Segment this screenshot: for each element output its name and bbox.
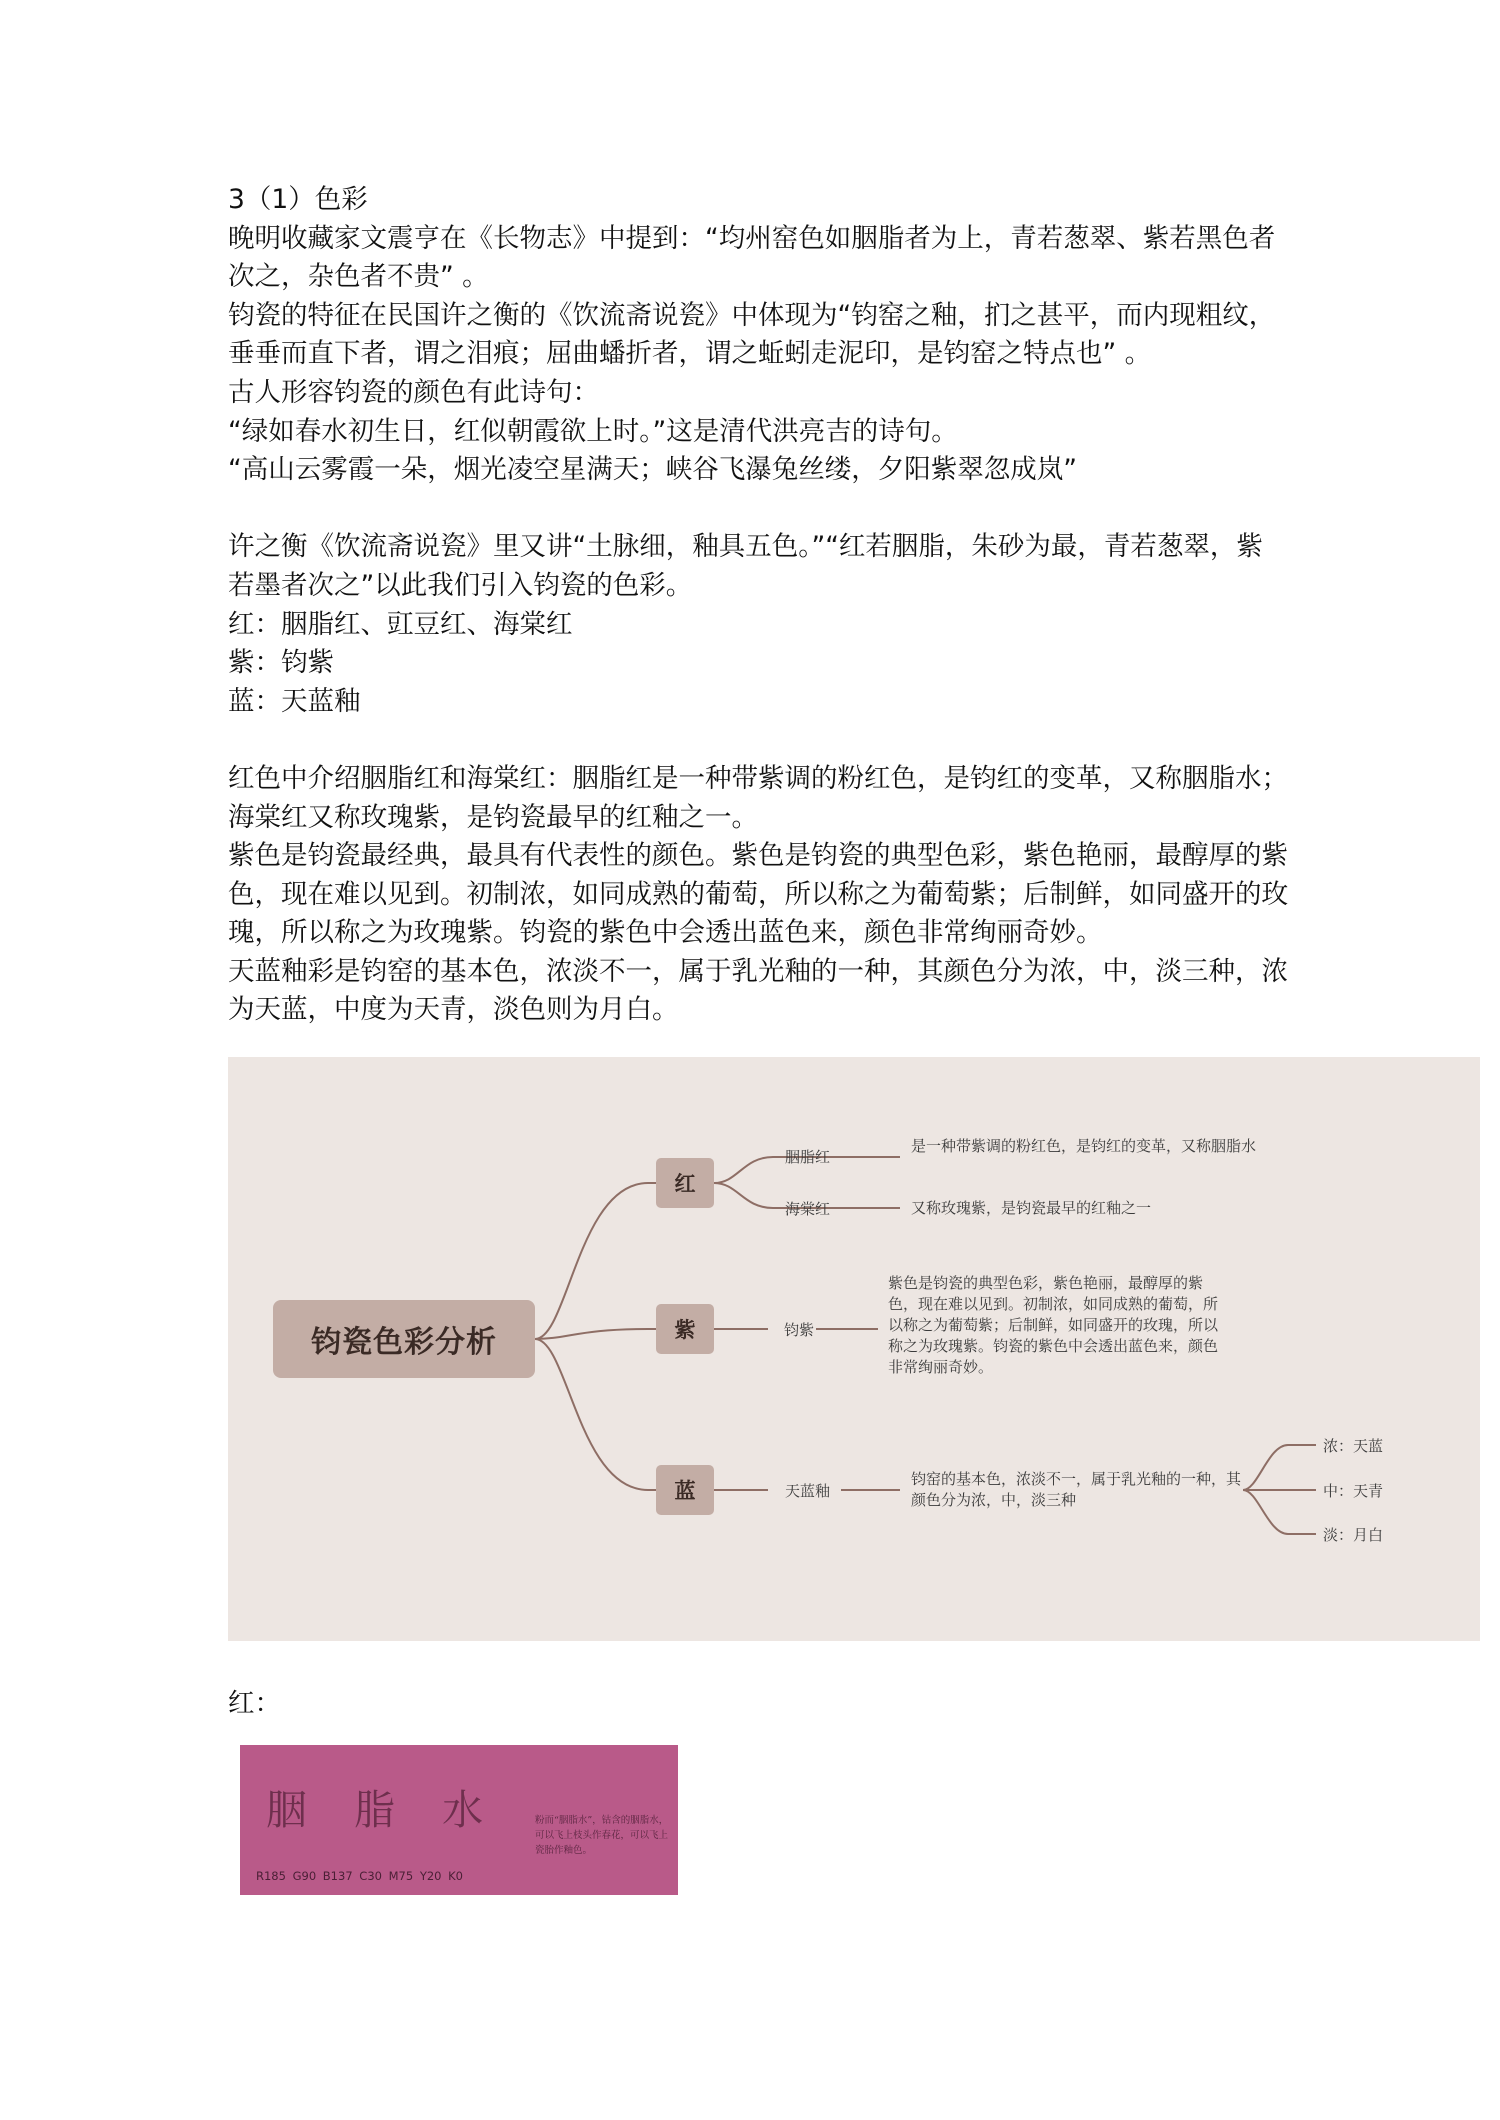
swatch-note: 粉而“胭脂水”，钴含的胭脂水，可以飞上枝头作春花，可以飞上瓷胎作釉色。: [535, 1815, 669, 1856]
color-list-red: 红：胭脂红、豇豆红、海棠红: [228, 608, 573, 640]
blank-line: [228, 721, 1288, 760]
paragraph: “高山云雾霞一朵，烟光凌空星满天；峡谷飞瀑兔丝缕，夕阳紫翠忽成岚”: [228, 454, 1077, 486]
category-red: 红: [656, 1158, 714, 1208]
connector-blue-shade1: [1243, 1445, 1316, 1490]
red-item-begonia-desc: 又称玫瑰紫，是钧瓷最早的红釉之一: [911, 1199, 1152, 1217]
color-swatch-card: [240, 1745, 678, 1895]
red-item-rouge: 胭脂红: [785, 1148, 831, 1166]
paragraph: 钧瓷的特征在民国许之衡的《饮流斋说瓷》中体现为“钧窑之釉，扪之甚平，而内现粗纹，垂垂而直下者，谓之泪痕；屈曲蟠折者，谓之蚯蚓走泥印，是钧窑之特点也” 。: [228, 299, 1276, 370]
paragraph: 红色中介绍胭脂红和海棠红：胭脂红是一种带紫调的粉红色，是钧红的变革，又称胭脂水；海棠红又称玫瑰紫，是钧瓷最早的红釉之一。: [228, 762, 1288, 833]
red-item-begonia: 海棠红: [785, 1200, 831, 1218]
purple-item-junzi-desc: 紫色是钧瓷的典型色彩，紫色艳丽，最醇厚的紫色，现在难以见到。初制浓，如同成熟的葡萄，所以称之为葡萄紫；后制鲜，如同盛开的玫瑰，所以称之为玫瑰紫。钧瓷的紫色中会透出蓝色来，颜色非常绚丽奇妙。: [888, 1274, 1219, 1376]
color-list-blue: 蓝：天蓝釉: [228, 685, 361, 717]
swatch-color-values: R185 G90 B137 C30 M75 Y20 K0: [256, 1869, 463, 1883]
mind-map: [228, 1057, 1480, 1641]
paragraph: 许之衡《饮流斋说瓷》里又讲“土脉细，釉具五色。”“红若胭脂，朱砂为最，青若葱翠，紫若墨者次之”以此我们引入钧瓷的色彩。: [228, 531, 1263, 601]
paragraph: 晚明收藏家文震亨在《长物志》中提到：“均州窑色如胭脂者为上，青若葱翠、紫若黑色者次之，杂色者不贵” 。: [228, 222, 1276, 293]
blue-shade-light: 淡：月白: [1323, 1526, 1384, 1544]
connector-root-red: [535, 1183, 656, 1339]
paragraph: 紫色是钧瓷最经典，最具有代表性的颜色。紫色是钧瓷的典型色彩，紫色艳丽，最醇厚的紫色，现在难以见到。初制浓，如同成熟的葡萄，所以称之为葡萄紫；后制鲜，如同盛开的玫瑰，所以称之为玫瑰紫。钧瓷的紫色中会透出蓝色来，颜色非常绚丽奇妙。: [228, 840, 1288, 949]
connector-root-blue: [535, 1339, 656, 1490]
connector-root-purple: [535, 1329, 656, 1339]
connector-blue-shade3: [1243, 1490, 1316, 1534]
color-list-purple: 紫：钧紫: [228, 647, 334, 679]
swatch-name: 胭 脂 水: [266, 1786, 501, 1834]
blue-item-tianlan-desc: 钧窑的基本色，浓淡不一，属于乳光釉的一种，其颜色分为浓，中，淡三种: [911, 1470, 1242, 1509]
category-blue: 蓝: [656, 1465, 714, 1515]
paragraph: 天蓝釉彩是钧窑的基本色，浓淡不一，属于乳光釉的一种，其颜色分为浓，中，淡三种，浓为天蓝，中度为天青，淡色则为月白。: [228, 955, 1288, 1026]
blue-shade-medium: 中：天青: [1323, 1482, 1384, 1500]
red-label-text: 红：: [228, 1688, 281, 1719]
blue-shade-dark: 浓：天蓝: [1323, 1437, 1384, 1455]
red-item-rouge-desc: 是一种带紫调的粉红色，是钧红的变革，又称胭脂水: [911, 1137, 1257, 1155]
category-purple: 紫: [656, 1304, 714, 1354]
paragraph: “绿如春水初生日，红似朝霞欲上时。”这是清代洪亮吉的诗句。: [228, 415, 958, 447]
mind-map-root: 钧瓷色彩分析: [273, 1300, 535, 1378]
blue-item-tianlan: 天蓝釉: [785, 1482, 831, 1500]
red-section-label: [228, 1685, 1288, 1724]
blank-line: [228, 490, 1288, 529]
article-body: [228, 181, 1288, 1030]
purple-item-junzi: 钧紫: [784, 1321, 815, 1339]
section-heading: 3（1）色彩: [228, 184, 368, 215]
paragraph: 古人形容钧瓷的颜色有此诗句：: [228, 376, 599, 408]
